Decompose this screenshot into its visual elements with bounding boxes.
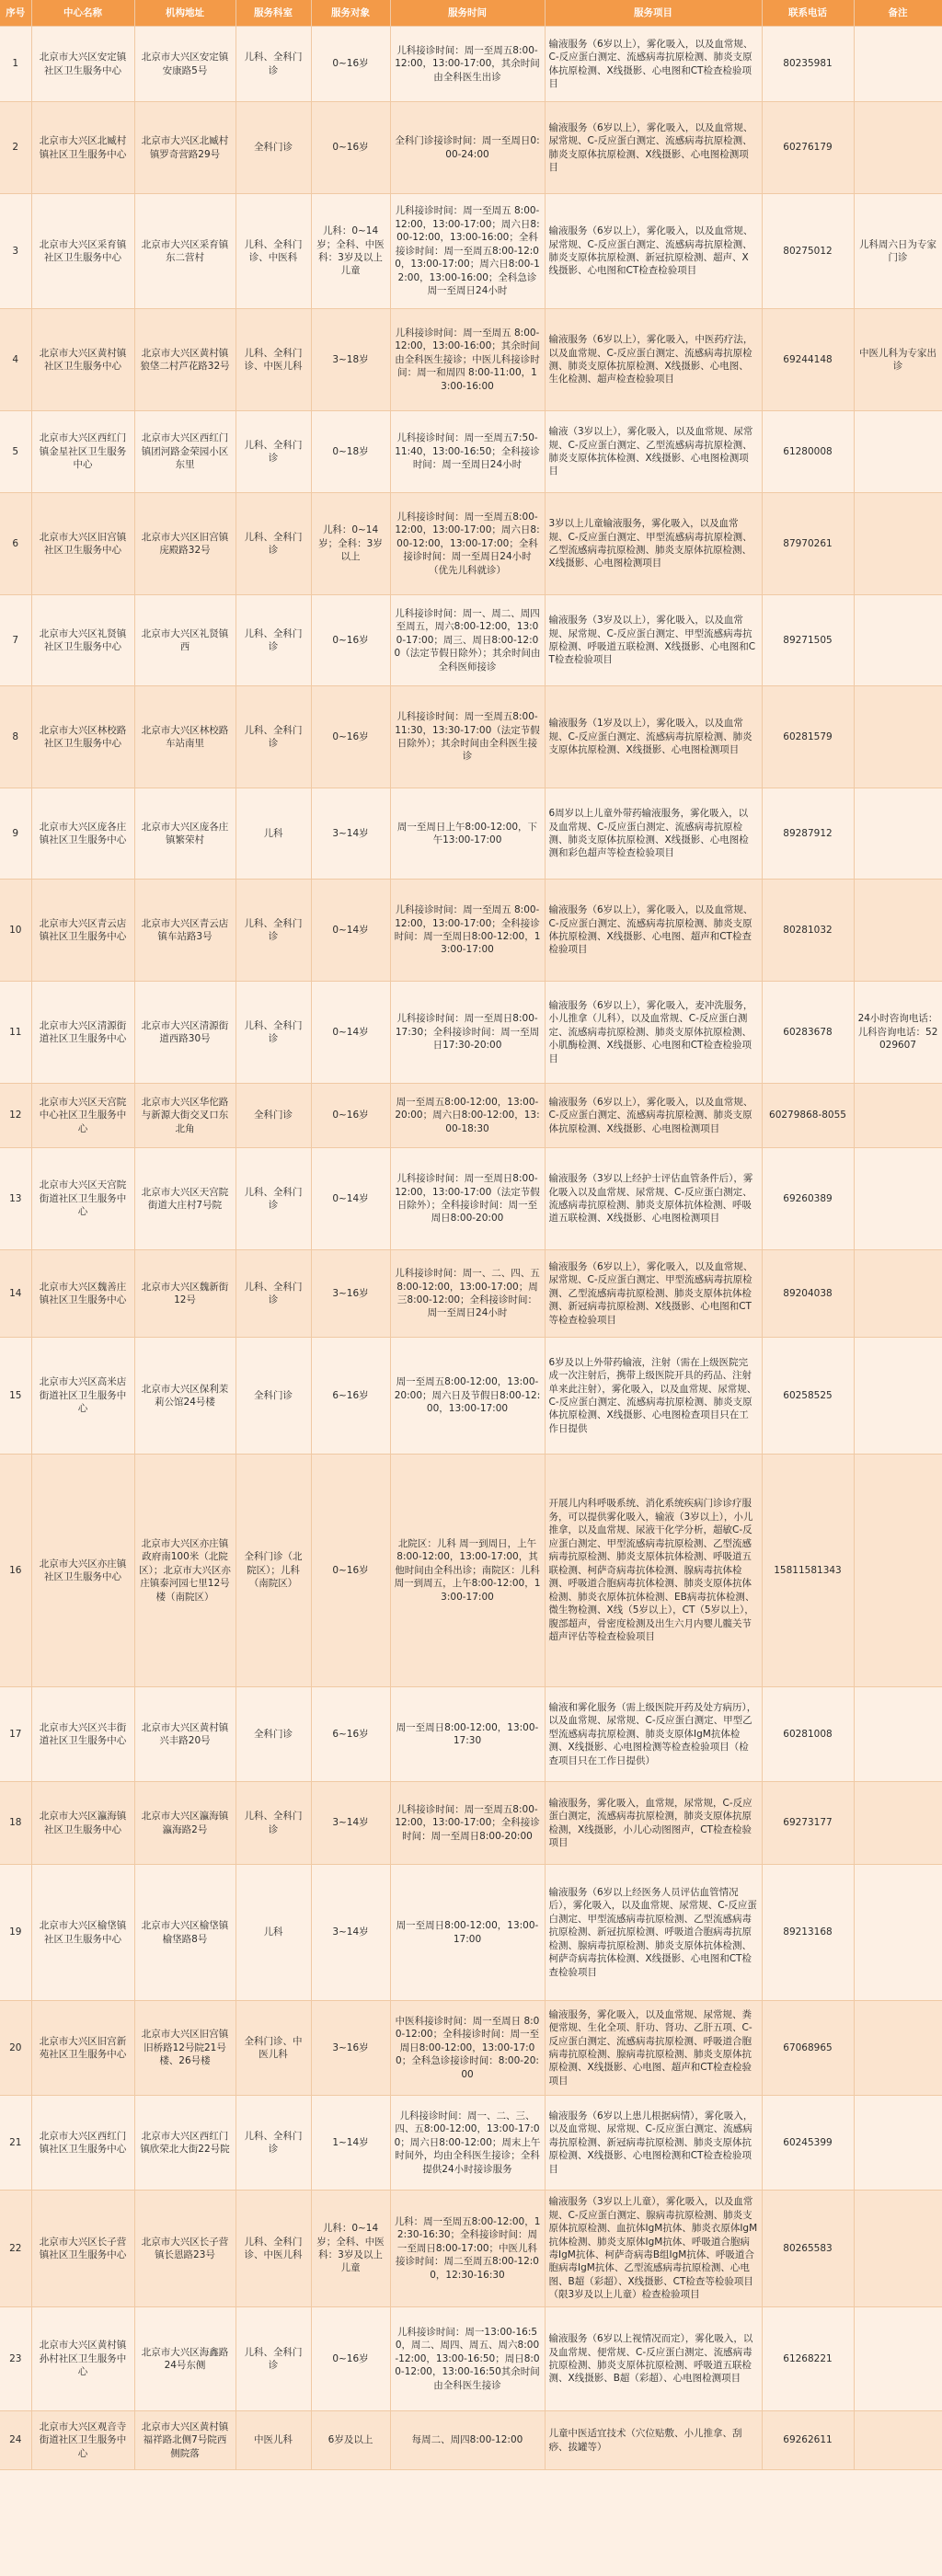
cell-center-name: 北京市大兴区亦庄镇社区卫生服务中心 xyxy=(31,1455,134,1687)
cell-time: 儿科接诊时间：周一至周日8:00-17:30；全科接诊时间：周一至周日17:30-20:00 xyxy=(390,982,545,1084)
cell-note xyxy=(854,27,942,102)
cell-phone: 61268221 xyxy=(762,2307,854,2411)
cell-center-name: 北京市大兴区观音寺街道社区卫生服务中心 xyxy=(31,2411,134,2470)
cell-no: 21 xyxy=(0,2096,31,2191)
cell-address: 北京市大兴区黄村镇兴丰路20号 xyxy=(134,1687,236,1782)
cell-items: 输液服务（6岁以上），雾化吸入，以及血常规、尿常规、C-反应蛋白测定、流感病毒抗原检测、肺炎支原体抗原检测、X线摄影、心电图检测项目 xyxy=(545,102,762,194)
cell-time: 儿科接诊时间：周一、二、四、五8:00-12:00，13:00-17:00；周三8:00-12:00；全科接诊时间：周一至周日24小时 xyxy=(390,1250,545,1338)
cell-department: 中医儿科 xyxy=(236,2411,311,2470)
cell-phone: 60281579 xyxy=(762,686,854,788)
cell-no: 17 xyxy=(0,1687,31,1782)
cell-items: 输液服务（6岁以上经医务人员评估血管情况后），雾化吸入，以及血常规、尿常规、C-反应蛋白测定、甲型流感病毒抗原检测、乙型流感病毒抗原检测、新冠抗原检测、呼吸道合胞病毒抗原检测、腺病毒抗原检测、肺炎支原体抗体检测、柯萨奇病毒抗体检测、X线摄影、心电图和CT检查检验项目 xyxy=(545,1865,762,2001)
cell-items: 输液（3岁以上），雾化吸入，以及血常规、尿常规、C-反应蛋白测定、乙型流感病毒抗原检测、肺炎支原体抗体检测、X线摄影、心电图检测项目 xyxy=(545,411,762,493)
cell-center-name: 北京市大兴区青云店镇社区卫生服务中心 xyxy=(31,880,134,982)
cell-no: 13 xyxy=(0,1148,31,1250)
cell-time: 周一至周五8:00-12:00，13:00-20:00；周六日及节假日8:00-12:00，13:00-17:00 xyxy=(390,1338,545,1455)
cell-target: 0~16岁 xyxy=(311,595,390,686)
cell-center-name: 北京市大兴区黄村镇社区卫生服务中心 xyxy=(31,309,134,411)
cell-department: 儿科 xyxy=(236,1865,311,2001)
cell-department: 儿科、全科门诊 xyxy=(236,411,311,493)
cell-department: 儿科、全科门诊、中医科 xyxy=(236,194,311,309)
cell-time: 儿科接诊时间：周一至周五 8:00-12:00，13:00-16:00；其余时间由全科医生接诊；中医儿科接诊时间：周一和周四 8:00-11:00，13:00-16:00 xyxy=(390,309,545,411)
cell-target: 0~16岁 xyxy=(311,2307,390,2411)
cell-phone: 80235981 xyxy=(762,27,854,102)
cell-phone: 80265583 xyxy=(762,2191,854,2307)
table-row xyxy=(0,1148,942,1250)
cell-department: 儿科 xyxy=(236,788,311,880)
cell-phone: 69244148 xyxy=(762,309,854,411)
cell-items: 输液服务（6岁以上患儿根据病情），雾化吸入，以及血常规、尿常规、C-反应蛋白测定、流感病毒抗原检测、新冠病毒抗原检测、肺炎支原体抗原检测、X线摄影、心电图检测和CT检查检验项目 xyxy=(545,2096,762,2191)
header-row xyxy=(0,0,942,27)
cell-target: 6~16岁 xyxy=(311,1687,390,1782)
cell-phone: 69262611 xyxy=(762,2411,854,2470)
table-row xyxy=(0,1865,942,2001)
cell-time: 全科门诊接诊时间：周一至周日0:00-24:00 xyxy=(390,102,545,194)
table-row xyxy=(0,982,942,1084)
cell-phone: 60279868-8055 xyxy=(762,1084,854,1148)
cell-no: 7 xyxy=(0,595,31,686)
cell-phone: 60281008 xyxy=(762,1687,854,1782)
cell-items: 输液服务（3岁以上儿童），雾化吸入，以及血常规、C-反应蛋白测定、腺病毒抗原检测、肺炎支原体抗原检测、血抗体IgM抗体、肺炎衣原体IgM抗体检测、肺炎支原体IgM抗体、呼吸道合胞病毒IgM抗体、柯萨奇病毒B组IgM抗体、呼吸道合胞病毒IgM抗体、乙型流感病毒抗原检测、心电图、B超（彩超）、X线摄影、CT检查等检验项目（限3岁及以上儿童）检查检验项目 xyxy=(545,2191,762,2307)
cell-center-name: 北京市大兴区西红门镇金星社区卫生服务中心 xyxy=(31,411,134,493)
cell-items: 输液服务，雾化吸入，血常规，尿常规，C-反应蛋白测定，流感病毒抗原检测，肺炎支原体抗原检测，X线摄影，小儿心动图图声，CT检查检验项目 xyxy=(545,1782,762,1865)
cell-address: 北京市大兴区魏新街12号 xyxy=(134,1250,236,1338)
cell-address: 北京市大兴区榆垡镇榆垡路8号 xyxy=(134,1865,236,2001)
cell-department: 儿科、全科门诊 xyxy=(236,2096,311,2191)
cell-note xyxy=(854,2411,942,2470)
header-time: 服务时间 xyxy=(390,0,545,27)
cell-center-name: 北京市大兴区旧宫新苑社区卫生服务中心 xyxy=(31,2001,134,2096)
cell-time: 儿科接诊时间：周一、周二、周四至周五，周六8:00-12:00，13:00-17:00；周三、周日8:00-12:00（法定节假日除外）；其余时间由全科医师接诊 xyxy=(390,595,545,686)
cell-items: 输液服务（6岁以上），雾化吸入，中医药疗法，以及血常规、C-反应蛋白测定、流感病毒抗原检测、肺炎支原体抗原检测、X线摄影、心电图、生化检测、超声检查检验项目 xyxy=(545,309,762,411)
cell-department: 儿科、全科门诊 xyxy=(236,27,311,102)
cell-items: 输液服务（6岁以上），雾化吸入，以及血常规、C-反应蛋白测定、流感病毒抗原检测、肺炎支原体抗原检测、X线摄影、心电图、超声和CT检查检验项目 xyxy=(545,880,762,982)
cell-center-name: 北京市大兴区高米店街道社区卫生服务中心 xyxy=(31,1338,134,1455)
cell-items: 输液和雾化服务（需上级医院开药及处方病历），以及血常规、尿常规、C-反应蛋白测定、甲型乙型流感病毒抗原检测、肺炎支原体IgM抗体检测、X线摄影、心电图检测等检查检验项目（检查项目只在工作日提供） xyxy=(545,1687,762,1782)
cell-address: 北京市大兴区采育镇东二营村 xyxy=(134,194,236,309)
cell-target: 0~16岁 xyxy=(311,27,390,102)
cell-address: 北京市大兴区青云店镇车站路3号 xyxy=(134,880,236,982)
cell-address: 北京市大兴区黄村镇福祥路北侧7号院西侧院落 xyxy=(134,2411,236,2470)
cell-address: 北京市大兴区华佗路与新源大街交叉口东北角 xyxy=(134,1084,236,1148)
cell-items: 儿童中医适宜技术（穴位贴敷、小儿推拿、刮痧、拔罐等） xyxy=(545,2411,762,2470)
cell-no: 8 xyxy=(0,686,31,788)
table-row xyxy=(0,1338,942,1455)
table-row xyxy=(0,2191,942,2307)
cell-target: 3~14岁 xyxy=(311,1865,390,2001)
table-row xyxy=(0,411,942,493)
cell-items: 输液服务（3岁及以上），雾化吸入，以及血常规、尿常规、C-反应蛋白测定、甲型流感病毒抗原检测、呼吸道五联检测、X线摄影、心电图和CT检查检验项目 xyxy=(545,595,762,686)
cell-note xyxy=(854,1084,942,1148)
cell-target: 3~16岁 xyxy=(311,1250,390,1338)
cell-address: 北京市大兴区旧宫镇旧桥路12号院21号楼、26号楼 xyxy=(134,2001,236,2096)
cell-time: 周一至周五8:00-12:00，13:00-20:00；周六日8:00-12:00，13:00-18:30 xyxy=(390,1084,545,1148)
cell-time: 儿科：周一至周五8:00-12:00，12:30-16:30；全科接诊时间：周一至周日8:00-17:00；中医儿科接诊时间：周二至周五8:00-12:00，12:30-16:30 xyxy=(390,2191,545,2307)
cell-time: 周一至周日8:00-12:00，13:00-17:00 xyxy=(390,1865,545,2001)
table-body xyxy=(0,27,942,2470)
cell-target: 0~14岁 xyxy=(311,880,390,982)
cell-items: 输液服务（6岁以上），雾化吸入，以及血常规、C-反应蛋白测定、流感病毒抗原检测、肺炎支原体抗原检测、X线摄影、心电图和CT检查检验项目 xyxy=(545,27,762,102)
cell-note xyxy=(854,686,942,788)
cell-phone: 80281032 xyxy=(762,880,854,982)
cell-center-name: 北京市大兴区礼贤镇社区卫生服务中心 xyxy=(31,595,134,686)
table-row xyxy=(0,102,942,194)
cell-department: 儿科、全科门诊 xyxy=(236,1782,311,1865)
cell-note xyxy=(854,1338,942,1455)
cell-phone: 60276179 xyxy=(762,102,854,194)
cell-no: 9 xyxy=(0,788,31,880)
cell-items: 输液服务（6岁以上视情况而定），雾化吸入，以及血常规、便常规、C-反应蛋白测定、流感病毒抗原检测、肺炎支原体抗原检测、呼吸道五联检测、X线摄影、B超（彩超）、心电图检测项目 xyxy=(545,2307,762,2411)
cell-target: 3~14岁 xyxy=(311,788,390,880)
cell-no: 11 xyxy=(0,982,31,1084)
cell-no: 4 xyxy=(0,309,31,411)
cell-department: 全科门诊 xyxy=(236,1687,311,1782)
cell-items: 输液服务（6岁以上），雾化吸入，以及血常规、C-反应蛋白测定、流感病毒抗原检测、肺炎支原体抗原检测、X线摄影、心电图检测项目 xyxy=(545,1084,762,1148)
cell-target: 3~18岁 xyxy=(311,309,390,411)
cell-target: 儿科：0~14岁；全科、中医科：3岁及以上儿童 xyxy=(311,2191,390,2307)
cell-target: 0~16岁 xyxy=(311,1455,390,1687)
table-row xyxy=(0,2096,942,2191)
cell-department: 全科门诊（北院区）；儿科（南院区） xyxy=(236,1455,311,1687)
cell-phone: 67068965 xyxy=(762,2001,854,2096)
cell-note: 儿科周六日为专家门诊 xyxy=(854,194,942,309)
cell-target: 0~16岁 xyxy=(311,102,390,194)
cell-center-name: 北京市大兴区林校路社区卫生服务中心 xyxy=(31,686,134,788)
cell-phone: 89204038 xyxy=(762,1250,854,1338)
cell-center-name: 北京市大兴区安定镇社区卫生服务中心 xyxy=(31,27,134,102)
cell-center-name: 北京市大兴区魏善庄镇社区卫生服务中心 xyxy=(31,1250,134,1338)
cell-department: 儿科、全科门诊 xyxy=(236,1148,311,1250)
cell-time: 周一至周日上午8:00-12:00，下午13:00-17:00 xyxy=(390,788,545,880)
cell-note xyxy=(854,411,942,493)
cell-address: 北京市大兴区庞各庄镇繁荣村 xyxy=(134,788,236,880)
cell-no: 3 xyxy=(0,194,31,309)
cell-department: 全科门诊 xyxy=(236,1084,311,1148)
cell-phone: 87970261 xyxy=(762,493,854,595)
cell-phone: 89213168 xyxy=(762,1865,854,2001)
header-note: 备注 xyxy=(854,0,942,27)
cell-address: 北京市大兴区西红门镇团河路金荣园小区东里 xyxy=(134,411,236,493)
cell-items: 3岁以上儿童输液服务，雾化吸入，以及血常规、C-反应蛋白测定、甲型流感病毒抗原检测、乙型流感病毒抗原检测、肺炎支原体抗原检测、X线摄影、心电图检测项目 xyxy=(545,493,762,595)
cell-target: 6~16岁 xyxy=(311,1338,390,1455)
cell-time: 儿科接诊时间：周一至周五8:00-12:00，13:00-17:00；周六日8:00-12:00，13:00-17:00；全科接诊时间：周一至周日24小时（优先儿科就诊） xyxy=(390,493,545,595)
cell-center-name: 北京市大兴区庞各庄镇社区卫生服务中心 xyxy=(31,788,134,880)
cell-address: 北京市大兴区天宫院街道大庄村7号院 xyxy=(134,1148,236,1250)
cell-phone: 89287912 xyxy=(762,788,854,880)
cell-note xyxy=(854,880,942,982)
cell-center-name: 北京市大兴区兴丰街道社区卫生服务中心 xyxy=(31,1687,134,1782)
table-row xyxy=(0,880,942,982)
cell-no: 6 xyxy=(0,493,31,595)
cell-department: 儿科、全科门诊、中医儿科 xyxy=(236,2191,311,2307)
cell-phone: 80275012 xyxy=(762,194,854,309)
cell-time: 中医科接诊时间：周一至周日 8:00-12:00；全科接诊时间：周一至周日8:00-12:00，13:00-17:00；全科急诊接诊时间：8:00-20:00 xyxy=(390,2001,545,2096)
cell-note xyxy=(854,1455,942,1687)
cell-time: 每周二、周四8:00-12:00 xyxy=(390,2411,545,2470)
cell-target: 儿科：0~14岁；全科、中医科：3岁及以上儿童 xyxy=(311,194,390,309)
cell-note xyxy=(854,788,942,880)
cell-center-name: 北京市大兴区西红门镇社区卫生服务中心 xyxy=(31,2096,134,2191)
cell-note xyxy=(854,2001,942,2096)
cell-items: 输液服务（6岁以上），雾化吸入，麦冲洗服务，小儿推拿（儿科），以及血常规、C-反应蛋白测定、流感病毒抗原检测、肺炎支原体抗原检测、小肌酶检测、X线摄影、心电图和CT检查检验项目 xyxy=(545,982,762,1084)
table-row xyxy=(0,2307,942,2411)
table-row xyxy=(0,2411,942,2470)
cell-no: 20 xyxy=(0,2001,31,2096)
cell-center-name: 北京市大兴区北臧村镇社区卫生服务中心 xyxy=(31,102,134,194)
table-row xyxy=(0,1687,942,1782)
table-row xyxy=(0,194,942,309)
cell-phone: 60258525 xyxy=(762,1338,854,1455)
cell-department: 儿科、全科门诊 xyxy=(236,493,311,595)
cell-phone: 69273177 xyxy=(762,1782,854,1865)
cell-time: 儿科接诊时间：周一至周五 8:00-12:00，13:00-17:00；周六日8:00-12:00，13:00-16:00；全科接诊时间：周一至周五8:00-12:00，13:00-17:00；周六日8:00-12:00，13:00-16:00；全科急诊周一至周日24小时 xyxy=(390,194,545,309)
cell-department: 儿科、全科门诊 xyxy=(236,1250,311,1338)
cell-no: 10 xyxy=(0,880,31,982)
cell-address: 北京市大兴区保利茉莉公馆24号楼 xyxy=(134,1338,236,1455)
cell-department: 儿科、全科门诊 xyxy=(236,880,311,982)
cell-note: 中医儿科为专家出诊 xyxy=(854,309,942,411)
cell-time: 儿科接诊时间：周一至周五8:00-11:30，13:30-17:00（法定节假日除外）；其余时间由全科医生接诊 xyxy=(390,686,545,788)
cell-center-name: 北京市大兴区黄村镇孙村社区卫生服务中心 xyxy=(31,2307,134,2411)
header-address: 机构地址 xyxy=(134,0,236,27)
cell-target: 0~16岁 xyxy=(311,1084,390,1148)
cell-note: 24小时咨询电话：儿科咨询电话：52029607 xyxy=(854,982,942,1084)
cell-note xyxy=(854,2191,942,2307)
cell-address: 北京市大兴区亦庄镇政府南100米（北院区）；北京市大兴区亦庄镇泰河园七里12号楼（南院区） xyxy=(134,1455,236,1687)
table-row xyxy=(0,1250,942,1338)
cell-phone: 60245399 xyxy=(762,2096,854,2191)
cell-center-name: 北京市大兴区天宫院街道社区卫生服务中心 xyxy=(31,1148,134,1250)
cell-items: 输液服务，雾化吸入，以及血常规、尿常规、粪便常规、生化全项、肝功、肾功、乙肝五项、C-反应蛋白测定、流感病毒抗原检测、呼吸道合胞病毒抗原检测、腺病毒抗原检测、肺炎支原体抗原检测、X线摄影、心电图、超声和CT检查检验项目 xyxy=(545,2001,762,2096)
cell-phone: 61280008 xyxy=(762,411,854,493)
cell-items: 6周岁以上儿童外带药输液服务，雾化吸入，以及血常规、C-反应蛋白测定、流感病毒抗原检测、肺炎支原体抗原检测、X线摄影、心电图检测和彩色超声等检查检验项目 xyxy=(545,788,762,880)
cell-no: 19 xyxy=(0,1865,31,2001)
cell-note xyxy=(854,1782,942,1865)
cell-items: 输液服务（6岁以上），雾化吸入，以及血常规、尿常规、C-反应蛋白测定、流感病毒抗原检测、肺炎支原体抗原检测、新冠抗原检测、超声、X线摄影、心电图和CT检查检验项目 xyxy=(545,194,762,309)
cell-target: 6岁及以上 xyxy=(311,2411,390,2470)
cell-note xyxy=(854,2307,942,2411)
cell-department: 全科门诊、中医儿科 xyxy=(236,2001,311,2096)
cell-note xyxy=(854,102,942,194)
cell-phone: 89271505 xyxy=(762,595,854,686)
cell-center-name: 北京市大兴区瀛海镇社区卫生服务中心 xyxy=(31,1782,134,1865)
cell-no: 2 xyxy=(0,102,31,194)
cell-no: 12 xyxy=(0,1084,31,1148)
cell-no: 23 xyxy=(0,2307,31,2411)
table-row xyxy=(0,27,942,102)
cell-department: 儿科、全科门诊 xyxy=(236,686,311,788)
cell-address: 北京市大兴区黄村镇狼垡二村芦花路32号 xyxy=(134,309,236,411)
table-row xyxy=(0,1455,942,1687)
cell-time: 儿科接诊时间：周一至周五7:50-11:40，13:00-16:50；全科接诊时间：周一至周日24小时 xyxy=(390,411,545,493)
table-row xyxy=(0,493,942,595)
cell-note xyxy=(854,1148,942,1250)
cell-address: 北京市大兴区海鑫路24号东侧 xyxy=(134,2307,236,2411)
table-row xyxy=(0,686,942,788)
header-department: 服务科室 xyxy=(236,0,311,27)
table-row xyxy=(0,1782,942,1865)
cell-address: 北京市大兴区林校路车站南里 xyxy=(134,686,236,788)
cell-target: 3~16岁 xyxy=(311,2001,390,2096)
cell-time: 周一至周日8:00-12:00，13:00-17:30 xyxy=(390,1687,545,1782)
cell-no: 15 xyxy=(0,1338,31,1455)
cell-center-name: 北京市大兴区天宫院中心社区卫生服务中心 xyxy=(31,1084,134,1148)
header-center-name: 中心名称 xyxy=(31,0,134,27)
cell-center-name: 北京市大兴区长子营镇社区卫生服务中心 xyxy=(31,2191,134,2307)
cell-address: 北京市大兴区瀛海镇瀛海路2号 xyxy=(134,1782,236,1865)
cell-no: 1 xyxy=(0,27,31,102)
cell-target: 儿科：0~14岁；全科：3岁以上 xyxy=(311,493,390,595)
header-phone: 联系电话 xyxy=(762,0,854,27)
cell-department: 儿科、全科门诊 xyxy=(236,595,311,686)
table-row xyxy=(0,2001,942,2096)
cell-target: 0~14岁 xyxy=(311,982,390,1084)
cell-address: 北京市大兴区清源街道西路30号 xyxy=(134,982,236,1084)
cell-department: 儿科、全科门诊 xyxy=(236,982,311,1084)
cell-time: 儿科接诊时间：周一至周五 8:00-12:00，13:00-17:00；全科接诊时间：周一至周日8:00-12:00，13:00-17:00 xyxy=(390,880,545,982)
cell-center-name: 北京市大兴区清源街道社区卫生服务中心 xyxy=(31,982,134,1084)
cell-items: 输液服务（1岁及以上），雾化吸入，以及血常规、C-反应蛋白测定、流感病毒抗原检测、肺炎支原体抗原检测、X线摄影、心电图检测项目 xyxy=(545,686,762,788)
table-row xyxy=(0,595,942,686)
cell-center-name: 北京市大兴区榆垡镇社区卫生服务中心 xyxy=(31,1865,134,2001)
cell-department: 全科门诊 xyxy=(236,102,311,194)
cell-items: 6岁及以上外带药输液，注射（需在上级医院完成一次注射后，携带上级医院开具的药品、注射单来此注射），雾化吸入，以及血常规、尿常规、C-反应蛋白测定、流感病毒抗原检测、肺炎支原体抗原检测、X线摄影、心电图检查项目只在工作日提供 xyxy=(545,1338,762,1455)
cell-target: 0~14岁 xyxy=(311,1148,390,1250)
cell-department: 儿科、全科门诊 xyxy=(236,2307,311,2411)
cell-time: 儿科接诊时间：周一至周日8:00-12:00，13:00-17:00（法定节假日除外）；全科接诊时间：周一至周日8:00-20:00 xyxy=(390,1148,545,1250)
header-no: 序号 xyxy=(0,0,31,27)
cell-no: 18 xyxy=(0,1782,31,1865)
cell-address: 北京市大兴区旧宫镇庑殿路32号 xyxy=(134,493,236,595)
cell-phone: 15811581343 xyxy=(762,1455,854,1687)
cell-address: 北京市大兴区长子营镇长恩路23号 xyxy=(134,2191,236,2307)
cell-note xyxy=(854,2096,942,2191)
cell-time: 儿科接诊时间：周一至周五8:00-12:00，13:00-17:00，其余时间由全科医生出诊 xyxy=(390,27,545,102)
cell-address: 北京市大兴区礼贤镇西 xyxy=(134,595,236,686)
header-items: 服务项目 xyxy=(545,0,762,27)
cell-items: 输液服务（6岁以上），雾化吸入，以及血常规、尿常规、C-反应蛋白测定、甲型流感病毒抗原检测、乙型流感病毒抗原检测、肺炎支原体抗体检测、新冠病毒抗原检测、X线摄影、心电图和CT等检查检验项目 xyxy=(545,1250,762,1338)
cell-target: 1~14岁 xyxy=(311,2096,390,2191)
cell-no: 24 xyxy=(0,2411,31,2470)
cell-center-name: 北京市大兴区采育镇社区卫生服务中心 xyxy=(31,194,134,309)
table-header xyxy=(0,0,942,27)
cell-note xyxy=(854,1865,942,2001)
table-row xyxy=(0,309,942,411)
cell-department: 全科门诊 xyxy=(236,1338,311,1455)
cell-phone: 60283678 xyxy=(762,982,854,1084)
cell-time: 儿科接诊时间：周一、二、三、四、五8:00-12:00，13:00-17:00；周六日8:00-12:00；周末上午时间外，均由全科医生接诊；全科提供24小时接诊服务 xyxy=(390,2096,545,2191)
cell-address: 北京市大兴区北臧村镇罗奇营路29号 xyxy=(134,102,236,194)
cell-no: 16 xyxy=(0,1455,31,1687)
cell-note xyxy=(854,1250,942,1338)
table-row xyxy=(0,788,942,880)
cell-time: 儿科接诊时间：周一13:00-16:50，周二、周四、周五、周六8:00-12:00，13:00-16:50；周日8:00-12:00，13:00-16:50其余时间由全科医生接诊 xyxy=(390,2307,545,2411)
cell-address: 北京市大兴区安定镇安康路5号 xyxy=(134,27,236,102)
header-target: 服务对象 xyxy=(311,0,390,27)
cell-address: 北京市大兴区西红门镇欣荣北大街22号院 xyxy=(134,2096,236,2191)
cell-note xyxy=(854,1687,942,1782)
cell-center-name: 北京市大兴区旧宫镇社区卫生服务中心 xyxy=(31,493,134,595)
table-row xyxy=(0,1084,942,1148)
cell-time: 北院区：儿科 周一到周日，上午8:00-12:00，13:00-17:00，其他时间由全科出诊；南院区：儿科周一到周五，上午8:00-12:00，13:00-17:00 xyxy=(390,1455,545,1687)
cell-items: 开展儿内科呼吸系统、消化系统疾病门诊诊疗服务，可以提供雾化吸入，输液（3岁以上），小儿推拿，以及血常规、尿液干化学分析，超敏C-反应蛋白测定、甲型流感病毒抗原检测、乙型流感病毒抗原检测、肺炎支原体抗体检测、呼吸道五联检测、柯萨奇病毒抗体检测、腺病毒抗体检测、呼吸道合胞病毒抗体检测、肺炎支原体抗体检测、肺炎衣原体抗体检测、EB病毒抗体检测、微生物检测、X线（5岁以上），CT（5岁以上），腹部超声，骨密度检测及出生六月内婴儿髋关节超声评估等检查检验项目 xyxy=(545,1455,762,1687)
cell-target: 3~14岁 xyxy=(311,1782,390,1865)
cell-note xyxy=(854,493,942,595)
cell-department: 儿科、全科门诊、中医儿科 xyxy=(236,309,311,411)
cell-time: 儿科接诊时间：周一至周五8:00-12:00，13:00-17:00；全科接诊时间：周一至周日8:00-20:00 xyxy=(390,1782,545,1865)
cell-note xyxy=(854,595,942,686)
cell-target: 0~18岁 xyxy=(311,411,390,493)
cell-phone: 69260389 xyxy=(762,1148,854,1250)
cell-items: 输液服务（3岁以上经护士评估血管条件后），雾化吸入以及血常规、尿常规、C-反应蛋白测定、流感病毒抗原检测、肺炎支原体抗体检测、呼吸道五联检测、X线摄影、心电图检测项目 xyxy=(545,1148,762,1250)
cell-no: 14 xyxy=(0,1250,31,1338)
cell-target: 0~16岁 xyxy=(311,686,390,788)
cell-no: 5 xyxy=(0,411,31,493)
cell-no: 22 xyxy=(0,2191,31,2307)
